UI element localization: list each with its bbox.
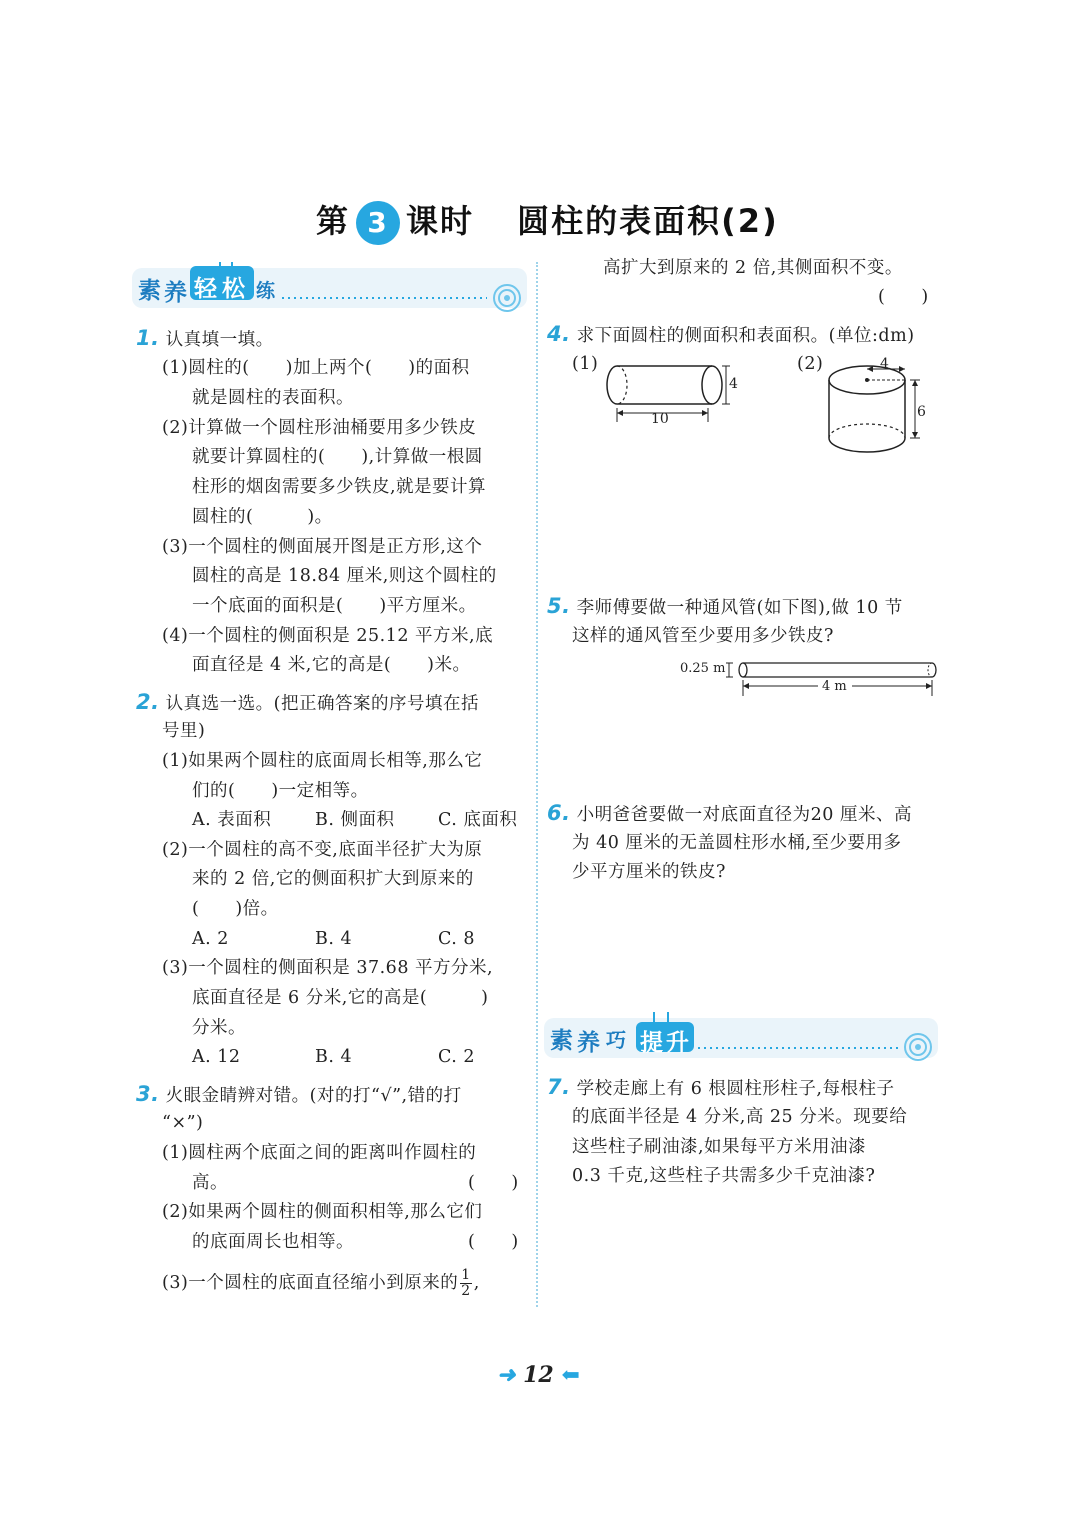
q3-part3-text: (3)一个圆柱的底面直径缩小到原来的 [162, 1273, 459, 1293]
banner-char: 松 [222, 276, 245, 302]
q3-part2-line2: 的底面周长也相等。 [192, 1232, 354, 1252]
q7-line3: 这些柱子刷油漆,如果每平方米用油漆 [572, 1137, 867, 1157]
banner-char: 养 [164, 280, 187, 306]
q3-part2-answer-paren[interactable]: ( ) [468, 1232, 519, 1252]
question-7 [547, 1073, 895, 1105]
q2-part3-option-a[interactable]: A. 12 [192, 1047, 241, 1067]
section-banner-easy-practice [132, 262, 527, 312]
question-number: 1. [136, 326, 160, 350]
fig2-radius-label: 4 [880, 356, 889, 372]
question-stem: 李师傅要做一种通风管(如下图),做 10 节 [576, 598, 903, 618]
q3-part1-line2: 高。 [192, 1173, 228, 1193]
page-number [497, 1362, 580, 1388]
question-number: 3. [136, 1082, 160, 1106]
question-stem: 小明爸爸要做一对底面直径为20 厘米、高 [576, 805, 913, 825]
q3-part3-answer-paren[interactable]: ( ) [878, 287, 929, 307]
q6-line3: 少平方厘米的铁皮? [572, 862, 726, 882]
q3-part1-answer-paren[interactable]: ( ) [468, 1173, 519, 1193]
q2-part2-option-b[interactable]: B. 4 [315, 929, 353, 949]
banner-char: 巧 [606, 1028, 626, 1052]
q1-part2-line1: (2)计算做一个圆柱形油桶要用多少铁皮 [162, 418, 477, 438]
q2-part2-line3: ( )倍。 [192, 899, 279, 919]
question-stem: 认真选一选。(把正确答案的序号填在括 [165, 694, 479, 714]
q3-part3-comma: , [473, 1273, 480, 1293]
q5-line2: 这样的通风管至少要用多少铁皮? [572, 626, 834, 646]
question-3 [136, 1080, 462, 1112]
q3-part1-line1: (1)圆柱两个底面之间的距离叫作圆柱的 [162, 1143, 477, 1163]
fig2-height-label: 6 [917, 404, 926, 420]
question-number: 2. [136, 690, 160, 714]
banner-char: 素 [138, 278, 161, 304]
question-1 [136, 324, 274, 356]
fraction-denominator: 2 [461, 1283, 471, 1299]
q2-stem-line2: 号里) [162, 721, 206, 741]
q2-part2-option-c[interactable]: C. 8 [438, 929, 476, 949]
title-prefix: 第 [316, 202, 351, 240]
banner-decoration-icon [132, 262, 527, 312]
question-stem: 认真填一填。 [165, 330, 274, 350]
question-5 [547, 592, 903, 624]
banner-char: 提 [640, 1030, 663, 1056]
banner-char: 练 [256, 280, 276, 302]
q2-part1-option-b[interactable]: B. 侧面积 [315, 810, 395, 830]
q1-part4-line2: 面直径是 4 米,它的高是( )米。 [192, 655, 471, 675]
q1-part2-line4: 圆柱的( )。 [192, 507, 333, 527]
q3-part2-line1: (2)如果两个圆柱的侧面积相等,那么它们 [162, 1202, 483, 1222]
question-number: 6. [547, 801, 571, 825]
q1-part1-line1: (1)圆柱的( )加上两个( )的面积 [162, 358, 470, 378]
q1-part3-line1: (3)一个圆柱的侧面展开图是正方形,这个 [162, 537, 483, 557]
banner-char: 升 [666, 1030, 689, 1056]
question-2 [136, 688, 479, 720]
arrow-left-icon: ⬅ [561, 1362, 580, 1388]
q2-part1-option-c[interactable]: C. 底面积 [438, 810, 518, 830]
q1-part4-line1: (4)一个圆柱的侧面积是 25.12 平方米,底 [162, 626, 494, 646]
cylinder-figure-1 [600, 356, 750, 432]
page-number-text: 12 [523, 1362, 554, 1388]
q3-stem-line2: “×”) [162, 1113, 204, 1133]
fig1-diameter-label: 4 [729, 376, 738, 392]
q2-part1-line1: (1)如果两个圆柱的底面周长相等,那么它 [162, 751, 483, 771]
q4-fig1-label: (1) [572, 354, 599, 374]
q1-part2-line3: 柱形的烟囱需要多少铁皮,就是要计算 [192, 477, 487, 497]
q2-part3-option-b[interactable]: B. 4 [315, 1047, 353, 1067]
q2-part2-option-a[interactable]: A. 2 [192, 929, 229, 949]
q2-part3-option-c[interactable]: C. 2 [438, 1047, 476, 1067]
q2-part1-option-a[interactable]: A. 表面积 [192, 810, 272, 830]
title-lesson-word: 课时 [406, 202, 475, 240]
q2-part3-line3: 分米。 [192, 1018, 246, 1038]
section-banner-improve [544, 1012, 938, 1062]
banner-char: 养 [577, 1030, 600, 1056]
question-6 [547, 799, 912, 831]
q2-part2-line1: (2)一个圆柱的高不变,底面半径扩大为原 [162, 840, 483, 860]
cylinder-figure-2 [822, 354, 932, 460]
q1-part3-line3: 一个底面的面积是( )平方厘米。 [192, 596, 477, 616]
q3-part3-line1 [162, 1268, 480, 1299]
q1-part3-line2: 圆柱的高是 18.84 厘米,则这个圆柱的 [192, 566, 497, 586]
column-divider [536, 262, 538, 1307]
q1-part2-line2: 就要计算圆柱的( ),计算做一根圆 [192, 447, 483, 467]
banner-char: 素 [550, 1028, 573, 1054]
q3-part3-line2: 高扩大到原来的 2 倍,其侧面积不变。 [603, 258, 903, 278]
q7-line2: 的底面半径是 4 分米,高 25 分米。现要给 [572, 1107, 908, 1127]
q2-part3-line1: (3)一个圆柱的侧面积是 37.68 平方分米, [162, 958, 494, 978]
question-stem: 求下面圆柱的侧面积和表面积。(单位:dm) [576, 326, 915, 346]
question-number: 4. [547, 322, 571, 346]
q2-part2-line2: 来的 2 倍,它的侧面积扩大到原来的 [192, 869, 474, 889]
q4-fig2-label: (2) [797, 354, 824, 374]
question-stem: 火眼金睛辨对错。(对的打“√”,错的打 [165, 1086, 462, 1106]
q2-part1-line2: 们的( )一定相等。 [192, 781, 369, 801]
banner-decoration-icon [544, 1012, 938, 1062]
fraction-one-half [460, 1268, 471, 1299]
arrow-right-icon: ➜ [497, 1362, 516, 1388]
q7-line4: 0.3 千克,这些柱子共需多少千克油漆? [572, 1166, 876, 1186]
q6-line2: 为 40 厘米的无盖圆柱形水桶,至少要用多 [572, 833, 902, 853]
page-title [316, 196, 779, 245]
pipe-length-label: 4 m [822, 679, 847, 694]
pipe-diameter-label: 0.25 m [680, 661, 726, 676]
q1-part1-line2: 就是圆柱的表面积。 [192, 388, 354, 408]
fig1-length-label: 10 [651, 411, 669, 427]
banner-char: 轻 [194, 276, 217, 302]
question-number: 7. [547, 1075, 571, 1099]
question-4 [547, 320, 915, 352]
title-topic: 圆柱的表面积(2) [517, 202, 779, 240]
question-stem: 学校走廊上有 6 根圆柱形柱子,每根柱子 [576, 1079, 895, 1099]
question-number: 5. [547, 594, 571, 618]
q2-part3-line2: 底面直径是 6 分米,它的高是( ) [192, 988, 489, 1008]
fraction-numerator: 1 [461, 1267, 471, 1283]
lesson-number-badge: 3 [356, 201, 400, 245]
